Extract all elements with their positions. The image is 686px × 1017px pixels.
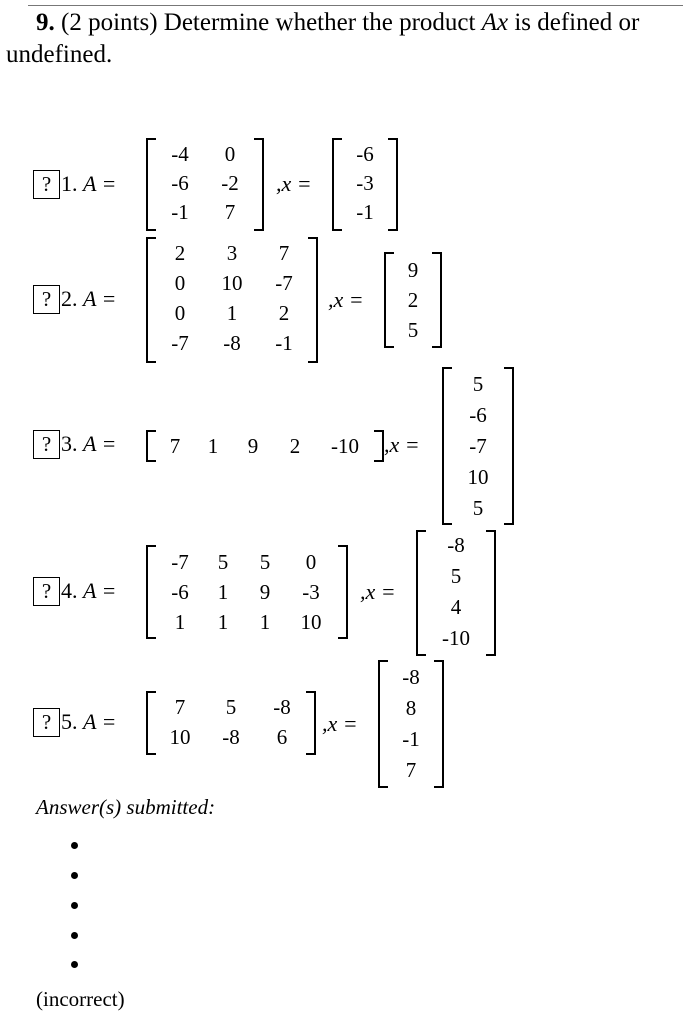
answer-box-5[interactable]: ? [33, 708, 60, 737]
item-3-vector-x-table: 5 -6 -7 10 5 [467, 372, 489, 520]
question-line-2: undefined. [6, 41, 113, 68]
item-3-vector-x [442, 367, 514, 525]
answer-box-3[interactable]: ? [33, 430, 60, 459]
item-1-vector-x [332, 138, 398, 231]
item-5-label: 5. A = [61, 709, 117, 734]
answer-box-2[interactable]: ? [33, 285, 60, 314]
question-line-1 [36, 9, 639, 37]
item-2-x-label: ,x = [328, 287, 364, 312]
item-1-matrix-a-table: -4 0 -6 -2 -1 7 [171, 142, 239, 224]
item-2-vector-x-table: 9 2 5 [407, 257, 419, 342]
item-5-vector-x [378, 660, 444, 788]
answer-box-1[interactable]: ? [33, 170, 60, 199]
item-5-matrix-a-table: 7 5 -8 10 -8 6 [169, 694, 291, 749]
item-5-vector-x-table: -8 8 -1 7 [402, 665, 420, 782]
item-1-vector-x-table: -6 -3 -1 [356, 142, 374, 224]
item-3-matrix-a-table: 7 1 9 2 -10 [169, 433, 359, 458]
question-text: (2 points) Determine whether the product [61, 9, 482, 36]
item-1-matrix-a [146, 138, 264, 231]
item-4-label: 4. A = [61, 578, 117, 603]
item-4-matrix-a [146, 545, 348, 639]
item-3-matrix-a [146, 430, 384, 462]
answer-bullet-4 [71, 932, 78, 939]
top-rule [28, 5, 683, 6]
answer-status: (incorrect) [36, 987, 125, 1011]
item-3-label: 3. A = [61, 431, 117, 456]
item-2-vector-x [384, 252, 442, 348]
answer-bullet-1 [71, 842, 78, 849]
item-3-x-label: ,x = [384, 432, 420, 457]
item-4-matrix-a-table: -7 5 5 0 -6 1 9 -3 1 1 1 10 [171, 549, 322, 634]
question-ax: Ax [481, 9, 509, 36]
item-2-matrix-a [146, 237, 318, 363]
answer-bullet-5 [71, 961, 78, 968]
answers-heading: Answer(s) submitted: [36, 795, 216, 819]
answer-box-4[interactable]: ? [33, 577, 60, 606]
answer-bullet-2 [71, 872, 78, 879]
item-1-x-label: ,x = [276, 171, 312, 196]
item-4-vector-x [416, 530, 496, 656]
item-2-label: 2. A = [61, 286, 117, 311]
item-1-label: 1. A = [61, 171, 117, 196]
answer-bullet-3 [71, 902, 78, 909]
item-4-vector-x-table: -8 5 4 -10 [442, 533, 470, 650]
item-2-matrix-a-table: 2 3 7 0 10 -7 0 1 2 -7 -8 -1 [171, 240, 293, 355]
question-text-tail: is defined or [508, 9, 640, 36]
item-5-x-label: ,x = [322, 711, 358, 736]
item-5-matrix-a [146, 691, 316, 755]
question-number: 9. [36, 9, 55, 36]
item-4-x-label: ,x = [360, 579, 396, 604]
